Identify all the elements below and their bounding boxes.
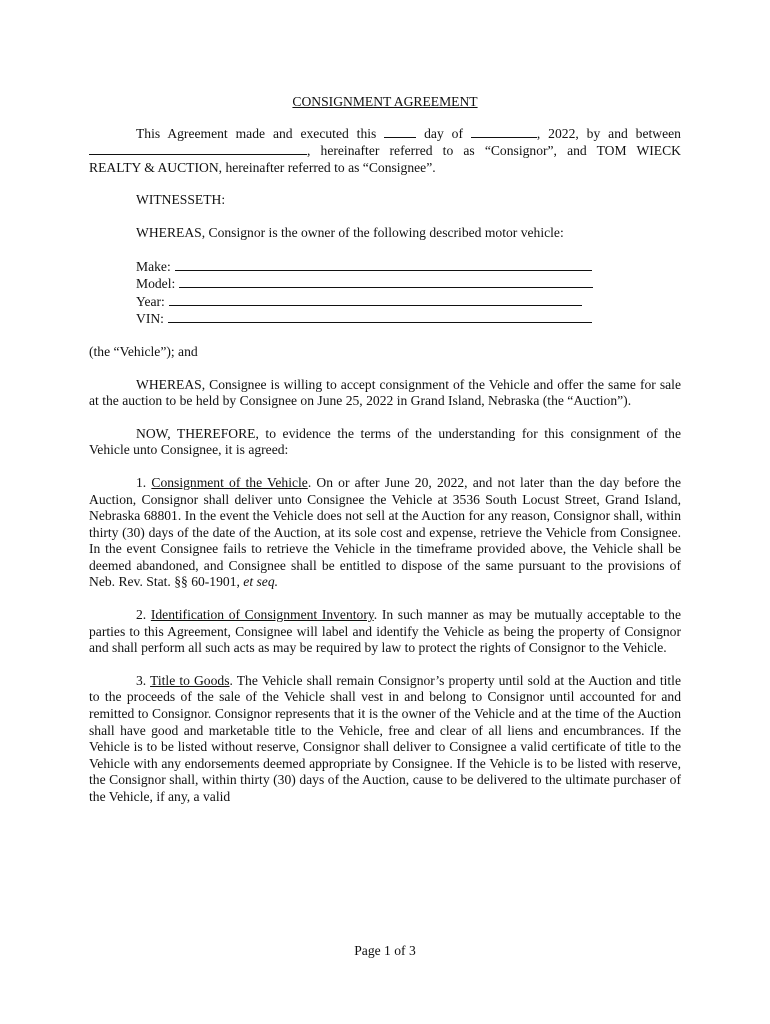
section-2-number: 2. <box>136 607 151 623</box>
vehicle-year-row <box>136 293 681 311</box>
intro-text-d: , hereinafter referred to as “Consignor”, and TOM WIECK REALTY & AUCTION, hereinafter referred to as “Consignee”. <box>89 143 681 175</box>
vehicle-fields <box>89 258 681 328</box>
vin-field[interactable] <box>168 310 592 323</box>
intro-text-a: This Agreement made and executed this <box>136 125 385 141</box>
section-1-number: 1. <box>136 474 152 490</box>
make-label: Make: <box>136 258 171 274</box>
vehicle-model-row <box>136 275 681 293</box>
section-3-heading: Title to Goods <box>150 672 230 688</box>
section-2-paragraph <box>89 607 681 657</box>
section-2-body: . In such manner as may be mutually acceptable to the parties to this Agreement, Consignee will label and identify the Vehicle as being the property of Consignor and shall perform all such acts as may be required by law to protect the rights of Consignor to the Vehicle. <box>89 607 681 656</box>
intro-text-b: day of <box>416 125 471 141</box>
vehicle-make-row <box>136 258 681 276</box>
model-label: Model: <box>136 276 176 292</box>
section-1-et-seq: et seq. <box>243 574 279 590</box>
now-therefore-paragraph: NOW, THEREFORE, to evidence the terms of the understanding for this consignment of the Vehicle unto Consignee, it is agreed: <box>89 425 681 458</box>
model-field[interactable] <box>179 275 593 288</box>
the-vehicle-line: (the “Vehicle”); and <box>89 343 198 359</box>
day-blank[interactable] <box>384 125 416 138</box>
vin-label: VIN: <box>136 311 164 327</box>
consignor-name-blank[interactable] <box>89 142 307 155</box>
section-1-paragraph <box>89 475 681 591</box>
document-title: CONSIGNMENT AGREEMENT <box>292 94 478 109</box>
section-3-number: 3. <box>136 672 151 688</box>
make-field[interactable] <box>175 258 592 271</box>
month-blank[interactable] <box>471 125 537 138</box>
year-field[interactable] <box>169 293 582 306</box>
section-1-heading: Consignment of the Vehicle <box>151 474 308 490</box>
whereas-owner-paragraph: WHEREAS, Consignor is the owner of the following described motor vehicle: <box>136 224 564 240</box>
section-3-body: . The Vehicle shall remain Consignor’s property until sold at the Auction and title to the proceeds of the sale of the Vehicle shall vest in and belong to Consignor until accounted for and remitted to Consignor. Consignor represents that it is the owner of the Vehicle and at the time of the Auction shall have good and marketable title to the Vehicle, free and clear of all liens and encumbrances. If the Vehicle is to be listed without reserve, Consignor shall deliver to Consignee a valid certificate of title to the Vehicle with any endorsements deemed appropriate by Consignee. If the Vehicle is to be listed with reserve, the Consignor shall, within thirty (30) days of the Auction, cause to be delivered to the ultimate purchaser of the Vehicle, if any, a valid <box>89 672 681 804</box>
vehicle-vin-row <box>136 310 681 328</box>
page-number: Page 1 of 3 <box>354 943 416 958</box>
year-label: Year: <box>136 293 165 309</box>
witnesseth-heading: WITNESSETH: <box>136 192 226 208</box>
intro-text-c: , 2022, by and between <box>536 125 681 141</box>
whereas-consignee-paragraph: WHEREAS, Consignee is willing to accept consignment of the Vehicle and offer the same for sale at the auction to be held by Consignee on June 25, 2022 in Grand Island, Nebraska (the “Auction”). <box>89 376 681 409</box>
section-2-heading: Identification of Consignment Inventory <box>150 607 374 623</box>
intro-paragraph <box>89 125 681 177</box>
document-body <box>89 94 681 806</box>
section-1-body: . On or after June 20, 2022, and not later than the day before the Auction, Consignor shall deliver unto Consignee the Vehicle at 3536 South Locust Street, Grand Island, Nebraska 68801. In the event the Vehicle does not sell at the Auction for any reason, Consignor shall, within thirty (30) days of the date of the Auction, at its sole cost and expense, retrieve the Vehicle from Consignee. In the event Consignee fails to retrieve the Vehicle in the timeframe provided above, the Vehicle shall be deemed abandoned, and Consignee shall be entitled to dispose of the same pursuant to the provisions of Neb. Rev. Stat. §§ 60-1901, <box>89 474 681 590</box>
section-3-paragraph <box>89 673 681 806</box>
